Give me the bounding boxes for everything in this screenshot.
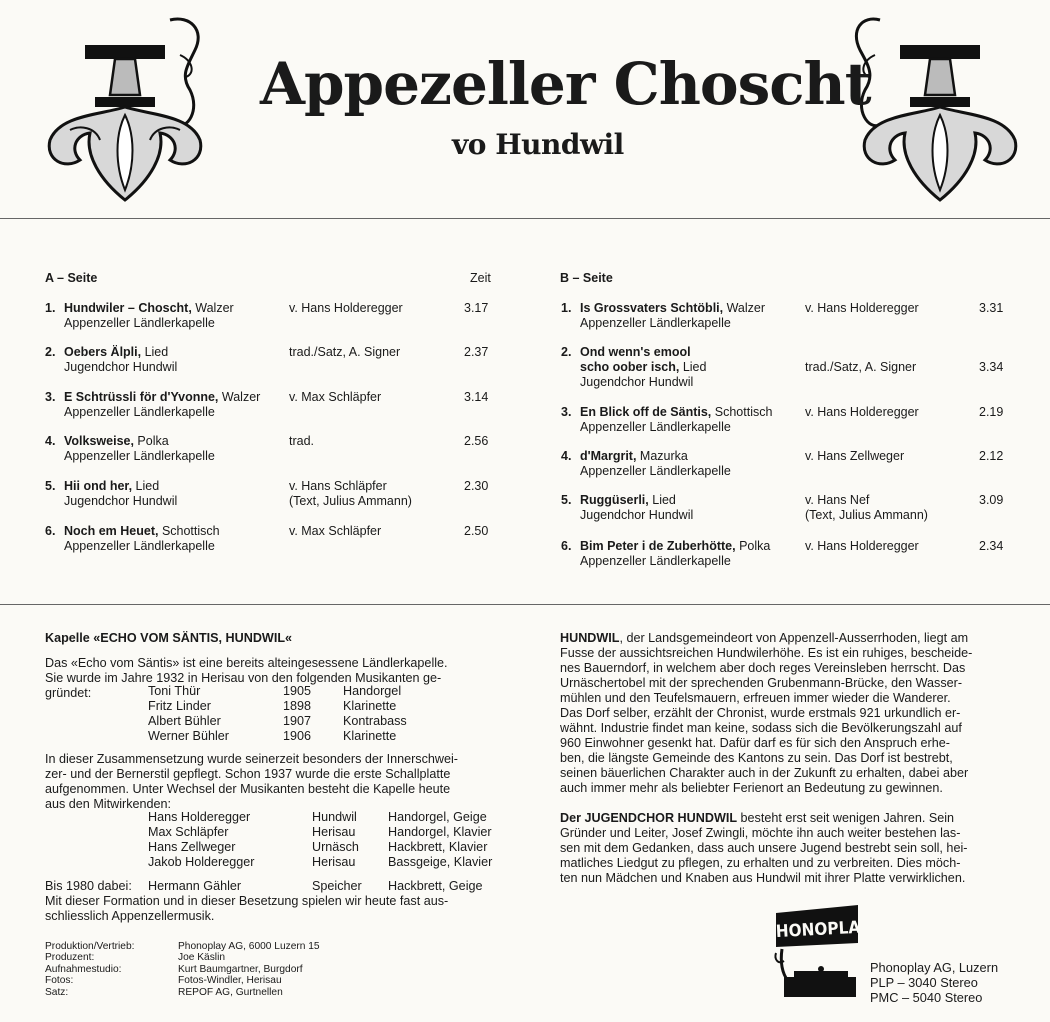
credit-value: Fotos-Windler, Herisau xyxy=(178,975,282,987)
kapelle-closing xyxy=(45,894,505,924)
track-performer: Appenzeller Ländlerkapelle xyxy=(64,449,215,463)
track-performer: Appenzeller Ländlerkapelle xyxy=(580,316,731,330)
time-heading: Zeit xyxy=(470,271,491,285)
founder-year: 1898 xyxy=(283,699,312,713)
credit-value: Kurt Baumgartner, Burgdorf xyxy=(178,963,303,975)
track-name xyxy=(64,524,294,554)
text-line: nes Bauerndorf, in welchem aber doch reges Vereinsleben herrscht. Das xyxy=(560,661,966,675)
text-line: Das Dorf selber, erzählt der Chronist, wurde erstmals 921 urkundlich er- xyxy=(560,706,961,720)
member-row xyxy=(148,840,498,855)
kapelle-heading: Kapelle «ECHO VOM SÄNTIS, HUNDWIL« xyxy=(45,631,293,645)
track-genre: Polka xyxy=(735,539,771,553)
track-name xyxy=(64,301,294,331)
credits xyxy=(45,941,375,998)
track-performer: Appenzeller Ländlerkapelle xyxy=(64,539,215,553)
track-title: En Blick off de Säntis, xyxy=(580,405,712,419)
founder-name: Werner Bühler xyxy=(148,729,229,743)
track-genre: Lied xyxy=(648,493,676,507)
text-line: Fusse der aussichtsreichen Hundwilerhöhe. Es ist ein ruhiges, bescheide- xyxy=(560,646,973,660)
left-ornament-icon xyxy=(40,15,215,205)
founder-year: 1905 xyxy=(283,684,312,698)
track-number: 1. xyxy=(45,301,56,315)
track-name xyxy=(580,493,810,523)
track-genre: Mazurka xyxy=(636,449,688,463)
track-performer: Appenzeller Ländlerkapelle xyxy=(580,554,731,568)
member-instrument: Bassgeige, Klavier xyxy=(388,855,493,869)
track-composer xyxy=(289,524,381,539)
track-time: 2.12 xyxy=(979,449,1004,463)
phonoplay-logo xyxy=(764,903,871,999)
composer-line: (Text, Julius Ammann) xyxy=(805,508,928,522)
credit-row xyxy=(45,964,375,975)
track-genre: Walzer xyxy=(723,301,766,315)
track-title: Ond wenn's emool xyxy=(580,345,691,359)
founder-instrument: Klarinette xyxy=(343,699,397,713)
track-genre: Lied xyxy=(141,345,169,359)
jugendchor-paragraph xyxy=(560,811,1020,886)
track-composer xyxy=(289,390,381,405)
member-name: Hans Zellweger xyxy=(148,840,236,854)
track-time: 2.56 xyxy=(464,434,489,448)
founder-name: Toni Thür xyxy=(148,684,201,698)
jugendchor-lead: Der JUGENDCHOR HUNDWIL xyxy=(560,811,738,825)
founder-year: 1907 xyxy=(283,714,312,728)
track-number: 6. xyxy=(45,524,56,538)
track-title: Hundwiler – Choscht, xyxy=(64,301,192,315)
track-genre: Walzer xyxy=(218,390,261,404)
credit-label: Produzent: xyxy=(45,952,95,964)
member-instrument: Handorgel, Geige xyxy=(388,810,487,824)
credit-label: Aufnahmestudio: xyxy=(45,963,122,975)
text-line: aufgenommen. Unter Wechsel der Musikanten besteht die Kapelle heute xyxy=(45,782,451,796)
text-line: seinen bäuerlichen Charakter auch in der Zukunft zu erhalten, dabei aber xyxy=(560,766,969,780)
track-number: 2. xyxy=(561,345,572,359)
composer-line: v. Hans Holderegger xyxy=(805,539,919,553)
text-fragment: besteht erst seit wenigen Jahren. Sein xyxy=(737,811,955,825)
text-line xyxy=(560,631,1020,646)
member-instrument: Handorgel, Klavier xyxy=(388,825,492,839)
composer-line: v. Hans Holderegger xyxy=(289,301,403,315)
album-title: Appezeller Choscht xyxy=(260,50,871,118)
side-a-heading: A – Seite xyxy=(45,271,98,285)
track-row xyxy=(45,479,504,525)
track-composer xyxy=(805,539,919,554)
track-row xyxy=(45,434,504,480)
composer-line: v. Max Schläpfer xyxy=(289,390,382,404)
track-number: 6. xyxy=(561,539,572,553)
track-genre: Lied xyxy=(132,479,160,493)
track-composer xyxy=(805,449,904,464)
track-composer xyxy=(289,479,412,509)
track-row xyxy=(561,449,1019,495)
founder-row xyxy=(148,684,478,699)
text-line: Das «Echo vom Säntis» ist eine bereits alteingesessene Ländlerkapelle. xyxy=(45,656,448,670)
label-line: PMC – 5040 Stereo xyxy=(870,990,983,1005)
track-time: 2.50 xyxy=(464,524,489,538)
text-line: auch immer mehr als beliebter Ferienort an Bedeutung zu gewinnen. xyxy=(560,781,943,795)
text-line: ten nun Mädchen und Knaben aus Hundwil mit ihrer Platte verwirklichen. xyxy=(560,871,966,885)
track-title: E Schtrüssli för d'Yvonne, xyxy=(64,390,219,404)
track-row xyxy=(45,301,504,347)
track-name xyxy=(580,449,810,479)
track-number: 5. xyxy=(45,479,56,493)
member-place: Herisau xyxy=(312,825,356,839)
track-performer: Appenzeller Ländlerkapelle xyxy=(580,464,731,478)
top-divider xyxy=(0,218,1050,219)
until-place: Speicher xyxy=(312,879,362,893)
member-place: Urnäsch xyxy=(312,840,359,854)
track-name xyxy=(580,345,810,390)
track-number: 4. xyxy=(45,434,56,448)
track-title: Noch em Heuet, xyxy=(64,524,159,538)
track-genre: Schottisch xyxy=(711,405,773,419)
credit-label: Satz: xyxy=(45,986,69,998)
text-line: matliches Liedgut zu pflegen, zu erhalten und zu verbreiten. Dies möch- xyxy=(560,856,961,870)
text-line: 960 Einwohner gesenkt hat. Dafür darf es für sich den Anspruch erhe- xyxy=(560,736,950,750)
track-time: 3.09 xyxy=(979,493,1004,507)
track-name xyxy=(64,390,294,420)
credit-value: Phonoplay AG, 6000 Luzern 15 xyxy=(178,941,320,952)
track-title: Oebers Älpli, xyxy=(64,345,142,359)
founder-name: Fritz Linder xyxy=(148,699,211,713)
member-instrument: Hackbrett, Klavier xyxy=(388,840,488,854)
member-name: Max Schläpfer xyxy=(148,825,229,839)
track-performer: Jugendchor Hundwil xyxy=(64,360,178,374)
track-performer: Jugendchor Hundwil xyxy=(580,375,694,389)
track-title: d'Margrit, xyxy=(580,449,637,463)
composer-line: v. Max Schläpfer xyxy=(289,524,382,538)
founder-row xyxy=(148,699,478,714)
track-time: 2.34 xyxy=(979,539,1004,553)
credit-value: Joe Käslin xyxy=(178,952,226,964)
track-time: 3.14 xyxy=(464,390,489,404)
composer-line: v. Hans Holderegger xyxy=(805,405,919,419)
track-genre: Lied xyxy=(679,360,707,374)
track-performer: Appenzeller Ländlerkapelle xyxy=(580,420,731,434)
track-composer xyxy=(289,345,400,360)
gramophone-logo-icon xyxy=(764,903,871,999)
track-time: 2.30 xyxy=(464,479,489,493)
album-subtitle: vo Hundwil xyxy=(452,128,624,161)
track-composer xyxy=(805,493,928,523)
track-row xyxy=(561,405,1019,451)
track-name xyxy=(580,405,810,435)
until-row xyxy=(45,879,505,894)
right-ornament-icon xyxy=(850,15,1025,205)
track-name xyxy=(64,479,294,509)
text-line: aus den Mitwirkenden: xyxy=(45,797,172,811)
track-composer xyxy=(805,405,919,420)
track-performer: Appenzeller Ländlerkapelle xyxy=(64,405,215,419)
text-line: schliesslich Appenzellermusik. xyxy=(45,909,215,923)
member-place: Herisau xyxy=(312,855,356,869)
founder-row xyxy=(148,714,478,729)
composer-line: trad./Satz, A. Signer xyxy=(805,360,917,374)
track-time: 3.17 xyxy=(464,301,489,315)
text-line: In dieser Zusammensetzung wurde seinerzeit besonders der Innerschwei- xyxy=(45,752,458,766)
logo-wordmark: PHONOPLAY xyxy=(764,917,871,943)
track-genre: Polka xyxy=(133,434,169,448)
credit-value: REPOF AG, Gurtnellen xyxy=(178,986,283,998)
founders-table xyxy=(148,684,478,744)
founder-instrument: Klarinette xyxy=(343,729,397,743)
track-number: 3. xyxy=(561,405,572,419)
member-name: Jakob Holderegger xyxy=(148,855,255,869)
hundwil-lead: HUNDWIL xyxy=(560,631,620,645)
track-name xyxy=(580,539,810,569)
text-line: wähnt. Industrie findet man keine, sodass sich die Bevölkerungszahl auf xyxy=(560,721,962,735)
track-title: Volksweise, xyxy=(64,434,134,448)
track-number: 5. xyxy=(561,493,572,507)
member-row xyxy=(148,825,498,840)
track-name xyxy=(580,301,810,331)
track-row xyxy=(45,390,504,436)
founder-instrument: Kontrabass xyxy=(343,714,407,728)
track-row xyxy=(45,345,504,391)
middle-divider xyxy=(0,604,1050,605)
track-row xyxy=(561,345,1019,391)
composer-line: v. Hans Zellweger xyxy=(805,449,905,463)
track-time: 3.31 xyxy=(979,301,1004,315)
label-info xyxy=(870,960,998,1005)
label-line: PLP – 3040 Stereo xyxy=(870,975,978,990)
track-title: Ruggüserli, xyxy=(580,493,649,507)
member-name: Hans Holderegger xyxy=(148,810,251,824)
label-line: Phonoplay AG, Luzern xyxy=(870,960,999,975)
credit-row xyxy=(45,975,375,986)
track-composer xyxy=(289,301,403,316)
credit-row xyxy=(45,987,375,998)
track-genre: Schottisch xyxy=(158,524,220,538)
composer-line: trad./Satz, A. Signer xyxy=(289,345,401,359)
track-name xyxy=(64,434,294,464)
track-performer: Jugendchor Hundwil xyxy=(580,508,694,522)
composer-line: v. Hans Schläpfer xyxy=(289,479,387,493)
track-performer: Jugendchor Hundwil xyxy=(64,494,178,508)
member-row xyxy=(148,810,498,825)
founder-name: Albert Bühler xyxy=(148,714,221,728)
text-fragment: , der Landsgemeindeort von Appenzell-Ausserrhoden, liegt am xyxy=(619,631,969,645)
member-row xyxy=(148,855,498,870)
track-number: 3. xyxy=(45,390,56,404)
until-label: Bis 1980 dabei: xyxy=(45,879,132,893)
text-line: mühlen und den Teufelsmauern, erfreuen immer wieder die Wanderer. xyxy=(560,691,951,705)
text-line: Urnäschertobel mit der sprechenden Grubenmann-Brücke, den Wasser- xyxy=(560,676,963,690)
members-table xyxy=(148,810,498,870)
composer-line: (Text, Julius Ammann) xyxy=(289,494,412,508)
track-time: 3.34 xyxy=(979,360,1004,374)
founder-year: 1906 xyxy=(283,729,312,743)
track-composer xyxy=(805,301,919,316)
text-line: ben, die längste Gemeinde des Kantons zu sein. Das Dorf ist bestrebt, xyxy=(560,751,953,765)
track-row xyxy=(45,524,504,570)
track-composer xyxy=(805,360,916,375)
track-title: Is Grossvaters Schtöbli, xyxy=(580,301,724,315)
track-genre: Walzer xyxy=(191,301,234,315)
composer-line: v. Hans Holderegger xyxy=(805,301,919,315)
text-line: sen mit dem Gedanken, dass auch unsere Jugend bestrebt sein soll, hei- xyxy=(560,841,968,855)
composer-line: trad. xyxy=(289,434,315,448)
track-performer: Appenzeller Ländlerkapelle xyxy=(64,316,215,330)
track-time: 2.37 xyxy=(464,345,489,359)
credit-label: Fotos: xyxy=(45,975,74,987)
track-row xyxy=(561,539,1019,585)
track-row xyxy=(561,493,1019,539)
member-place: Hundwil xyxy=(312,810,357,824)
text-line: gründet: xyxy=(45,686,92,700)
text-line: Mit dieser Formation und in dieser Besetzung spielen wir heute fast aus- xyxy=(45,894,449,908)
founder-row xyxy=(148,729,478,744)
track-number: 4. xyxy=(561,449,572,463)
credit-row xyxy=(45,952,375,963)
side-b-heading: B – Seite xyxy=(560,271,613,285)
credit-label: Produktion/Vertrieb: xyxy=(45,941,135,952)
kapelle-middle xyxy=(45,752,505,812)
text-line: Gründer und Leiter, Josef Zwingli, möchte ihn auch weiter bestehen las- xyxy=(560,826,961,840)
until-instrument: Hackbrett, Geige xyxy=(388,879,483,893)
track-title: Hii ond her, xyxy=(64,479,133,493)
composer-line: v. Hans Nef xyxy=(805,493,870,507)
track-composer xyxy=(289,434,314,449)
track-row xyxy=(561,301,1019,347)
track-number: 2. xyxy=(45,345,56,359)
text-line: zer- und der Bernerstil gepflegt. Schon 1937 wurde die erste Schallplatte xyxy=(45,767,451,781)
credit-row xyxy=(45,941,375,952)
track-name xyxy=(64,345,294,375)
founder-instrument: Handorgel xyxy=(343,684,402,698)
track-title: Bim Peter i de Zuberhötte, xyxy=(580,539,736,553)
track-number: 1. xyxy=(561,301,572,315)
text-line: Sie wurde im Jahre 1932 in Herisau von den folgenden Musikanten ge- xyxy=(45,671,442,685)
track-time: 2.19 xyxy=(979,405,1004,419)
until-name: Hermann Gähler xyxy=(148,879,242,893)
text-line xyxy=(560,811,1020,826)
hundwil-paragraph xyxy=(560,631,1020,796)
track-title-cont: scho oober isch, xyxy=(580,360,680,374)
